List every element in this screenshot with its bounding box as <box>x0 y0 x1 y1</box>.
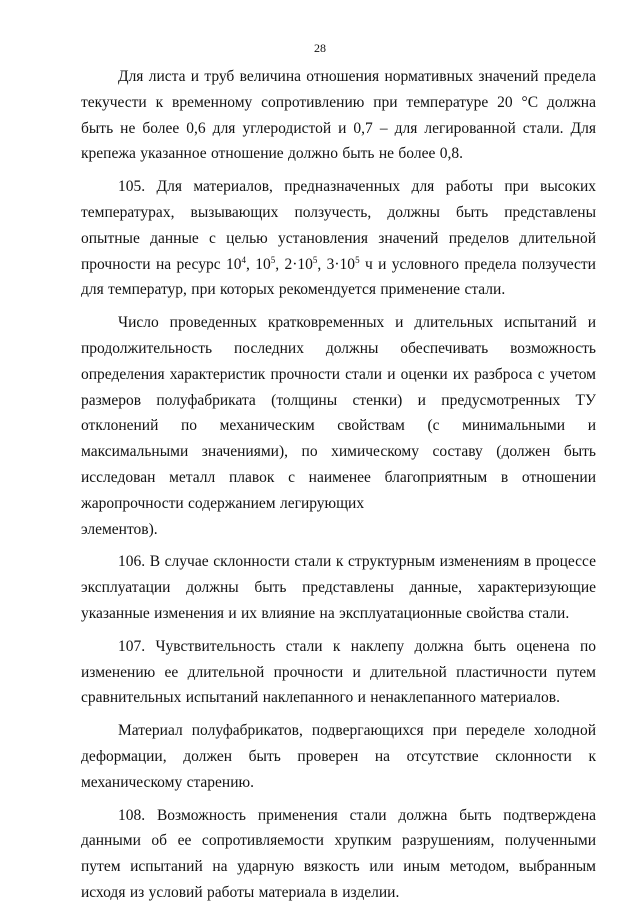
superscript-exponent: 5 <box>355 254 360 265</box>
paragraph-mechanical-aging: Материал полуфабрикатов, подвергающихся при переделе холодной деформации, должен быть проверен на отсутствие склонности к механическому старению. <box>81 722 596 791</box>
paragraph-test-count-tail: элементов). <box>81 520 158 538</box>
text-run: 105. Для материалов, предназначенных для работы при высоких температурах, вызывающих ползучесть, должны быть представлены опытные данные с целью установления значений пределов длительной прочности на ресурс 10 <box>81 178 596 273</box>
paragraph-test-count <box>81 310 596 542</box>
superscript-exponent: 5 <box>312 254 318 265</box>
superscript-exponent: 5 <box>270 254 276 265</box>
paragraph-test-count-body: Число проведенных кратковременных и длительных испытаний и продолжительность последних должны обеспечивать возможность определения характеристик прочности стали и оценки их разброса с учетом размеров полуфабриката (толщины стенки) и предусмотренных ТУ отклонений по механическим свойствам (с минимальными и максимальными значениями), по химическому составу (должен быть исследован металл плавок с наименее благоприятным в отношении жаропрочности содержанием легирующих <box>81 314 596 512</box>
text-run: , 10 <box>245 255 271 273</box>
paragraph-105-creep-data <box>81 174 596 303</box>
paragraph-108-brittle-fracture: 108. Возможность применения стали должна быть подтверждена данными об ее сопротивляемости хрупким разрушениям, полученными путем испытаний на ударную вязкость или иным методом, выбранным исходя из условий работы материала в изделии. <box>81 806 596 901</box>
paragraph-yield-ratio: Для листа и труб величина отношения нормативных значений предела текучести к временному сопротивлению при температуре 20 °С должна быть не более 0,6 для углеродистой и 0,7 – для легированной стали. Для крепежа указанное отношение должно быть не более 0,8. <box>81 68 596 163</box>
paragraph-107-work-hardening: 107. Чувствительность стали к наклепу должна быть оценена по изменению ее длительной прочности и длительной пластичности путем сравнительных испытаний наклепанного и ненаклепанного материалов. <box>81 637 596 707</box>
text-run: , 3·10 <box>317 255 356 273</box>
text-run: ч и условного предела ползучести для температур, при которых рекомендуется применение стали. <box>81 255 596 299</box>
document-body <box>81 64 596 913</box>
paragraph-106-structural-changes: 106. В случае склонности стали к структурным изменениям в процессе эксплуатации должны быть представлены данные, характеризующие указанные изменения и их влияние на эксплуатационные свойства стали. <box>81 553 596 622</box>
superscript-exponent: 4 <box>241 254 246 265</box>
text-run: , 2·10 <box>275 255 313 273</box>
page-number: 28 <box>314 41 326 55</box>
